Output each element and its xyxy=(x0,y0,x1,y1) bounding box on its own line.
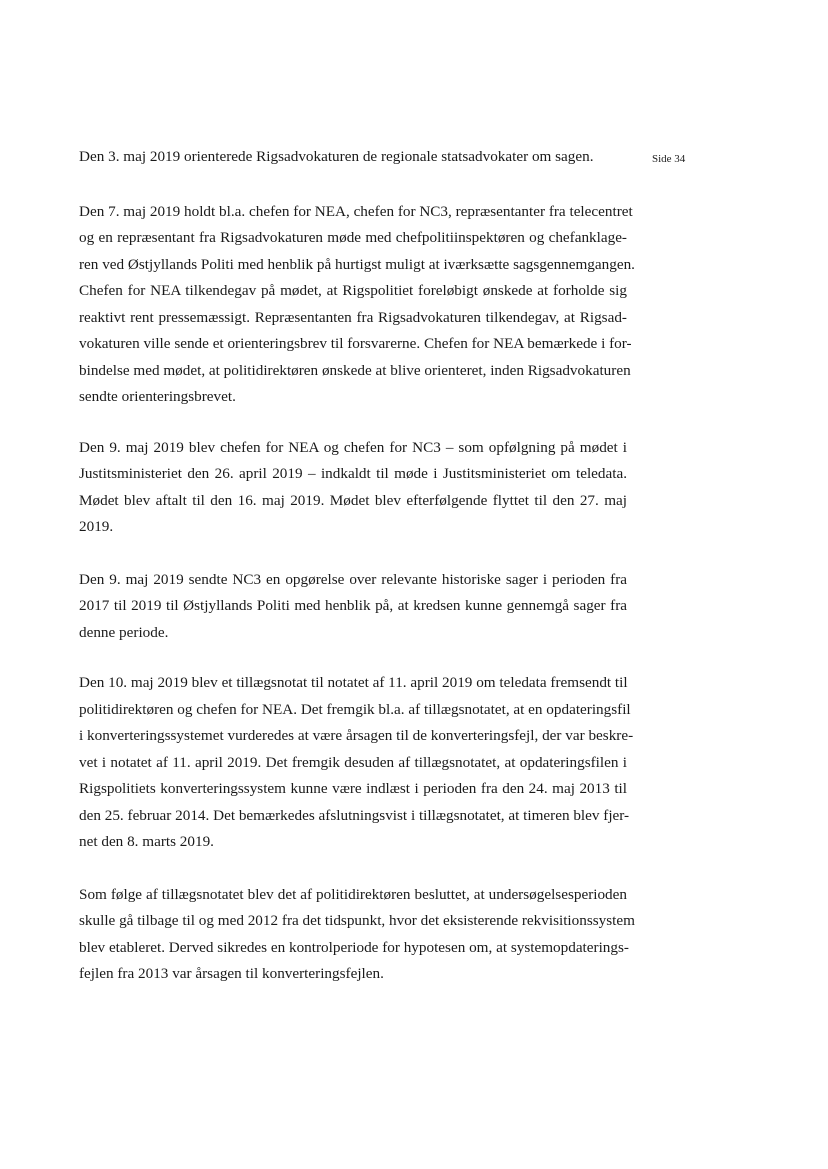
text-line: Justitsministeriet den 26. april 2019 – indkaldt til møde i Justitsministeriet om teledata. xyxy=(79,465,627,482)
text-line: 2017 til 2019 til Østjyllands Politi med henblik på, at kredsen kunne gennemgå sager fra xyxy=(79,597,627,614)
paragraph-2 xyxy=(79,199,635,411)
text-line: Mødet blev aftalt til den 16. maj 2019. Mødet blev efterfølgende flyttet til den 27. maj xyxy=(79,491,627,509)
text-line: Chefen for NEA tilkendegav på mødet, at Rigspolitiet foreløbigt ønskede at forholde sig xyxy=(79,282,627,299)
text-line: Den 9. maj 2019 blev chefen for NEA og chefen for NC3 – som opfølgning på mødet i xyxy=(79,438,627,456)
paragraph-3 xyxy=(79,435,627,541)
text-line: bindelse med mødet, at politidirektøren ønskede at blive orienteret, inden Rigsadvokaturen xyxy=(79,361,631,379)
paragraph-1 xyxy=(79,144,627,171)
text-line: reaktivt rent pressemæssigt. Repræsentanten fra Rigsadvokaturen tilkendegav, at Rigsad- xyxy=(79,308,627,326)
text-line: vokaturen ville sende et orienteringsbrev til forsvarerne. Chefen for NEA bemærkede i for- xyxy=(79,335,632,352)
text-line: vet i notatet af 11. april 2019. Det fremgik desuden af tillægsnotatet, at opdateringsfilen i xyxy=(79,753,627,771)
page-number: Side 34 xyxy=(652,153,686,165)
text-line: Den 3. maj 2019 orienterede Rigsadvokaturen de regionale statsadvokater om sagen. xyxy=(79,148,594,165)
text-line: denne periode. xyxy=(79,623,169,641)
text-line: blev etableret. Derved sikredes en kontrolperiode for hypotesen om, at systemopdaterings- xyxy=(79,938,629,956)
text-line: net den 8. marts 2019. xyxy=(79,833,214,850)
text-line: Den 10. maj 2019 blev et tillægsnotat til notatet af 11. april 2019 om teledata fremsendt til xyxy=(79,674,628,691)
text-line: 2019. xyxy=(79,518,114,535)
text-line: Som følge af tillægsnotatet blev det af politidirektøren besluttet, at undersøgelsesperioden xyxy=(79,885,627,903)
text-line: Rigspolitiets konverteringssystem kunne være indlæst i perioden fra den 24. maj 2013 til xyxy=(79,780,627,797)
paragraph-5 xyxy=(79,670,634,856)
text-line: Den 9. maj 2019 sendte NC3 en opgørelse over relevante historiske sager i perioden fra xyxy=(79,570,627,588)
text-line: ren ved Østjyllands Politi med henblik på hurtigst muligt at iværksætte sagsgennemgangen. xyxy=(79,255,635,273)
text-line: i konverteringssystemet vurderedes at være årsagen til de konverteringsfejl, der var beskre- xyxy=(79,727,634,744)
paragraph-4 xyxy=(79,567,627,647)
text-line: den 25. februar 2014. Det bemærkedes afslutningsvist i tillægsnotatet, at timeren blev fjer- xyxy=(79,806,630,824)
document-body xyxy=(79,144,635,1014)
paragraph-6 xyxy=(79,882,635,988)
text-line: og en repræsentant fra Rigsadvokaturen møde med chefpolitiinspektøren og chefanklage- xyxy=(79,229,627,246)
text-line: fejlen fra 2013 var årsagen til konverteringsfejlen. xyxy=(79,965,384,982)
text-line: Den 7. maj 2019 holdt bl.a. chefen for NEA, chefen for NC3, repræsentanter fra telecentret xyxy=(79,202,633,220)
text-line: skulle gå tilbage til og med 2012 fra det tidspunkt, hvor det eksisterende rekvisitionssystem xyxy=(79,912,635,929)
text-line: politidirektøren og chefen for NEA. Det fremgik bl.a. af tillægsnotatet, at en opdateringsfil xyxy=(79,700,631,718)
text-line: sendte orienteringsbrevet. xyxy=(79,388,236,405)
